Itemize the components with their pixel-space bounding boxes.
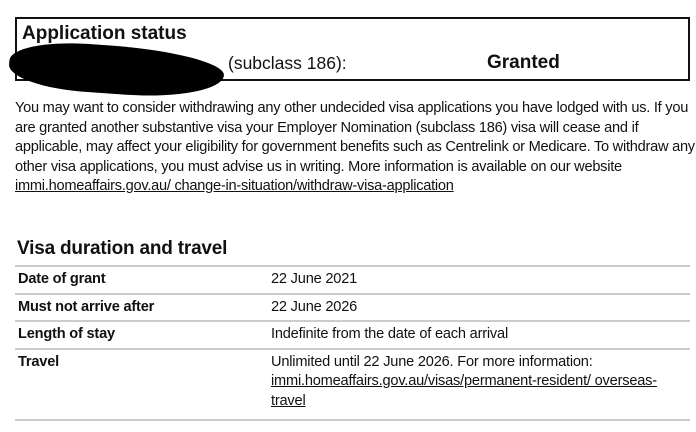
visa-subclass-label: (subclass 186): bbox=[228, 53, 347, 73]
row-label: Must not arrive after bbox=[15, 294, 268, 322]
row-label: Travel bbox=[15, 349, 268, 421]
notice-text: You may want to consider withdrawing any other undecided visa applications you have lodged with us. If you are granted another substantive visa your Employer Nomination (subclass 186) visa will cease and if applicable, may affect your eligibility for government benefits such as Centrelink or Medicare. To withdraw any other visa applications, you must advise us in writing. More information is available on our website bbox=[15, 100, 695, 175]
travel-text: Unlimited until 22 June 2026. For more information: bbox=[271, 353, 593, 370]
table-row bbox=[15, 266, 690, 294]
row-label: Length of stay bbox=[15, 321, 268, 349]
withdraw-visa-link[interactable]: immi.homeaffairs.gov.au/ change-in-situation/withdraw-visa-application bbox=[15, 178, 454, 194]
overseas-travel-link[interactable]: immi.homeaffairs.gov.au/visas/permanent-resident/ overseas-travel bbox=[271, 373, 657, 409]
status-value: Granted bbox=[487, 52, 560, 73]
withdrawal-notice bbox=[15, 99, 695, 197]
application-status-title: Application status bbox=[22, 23, 187, 44]
application-status-box bbox=[15, 17, 690, 81]
row-label: Date of grant bbox=[15, 266, 268, 294]
table-row bbox=[15, 349, 690, 421]
visa-duration-table bbox=[15, 265, 690, 421]
table-row bbox=[15, 321, 690, 349]
section-heading: Visa duration and travel bbox=[17, 238, 228, 259]
redaction-mark bbox=[8, 39, 226, 102]
row-value: 22 June 2021 bbox=[268, 266, 690, 294]
row-value: Indefinite from the date of each arrival bbox=[268, 321, 690, 349]
row-value bbox=[268, 349, 690, 421]
row-value: 22 June 2026 bbox=[268, 294, 690, 322]
table-row bbox=[15, 294, 690, 322]
